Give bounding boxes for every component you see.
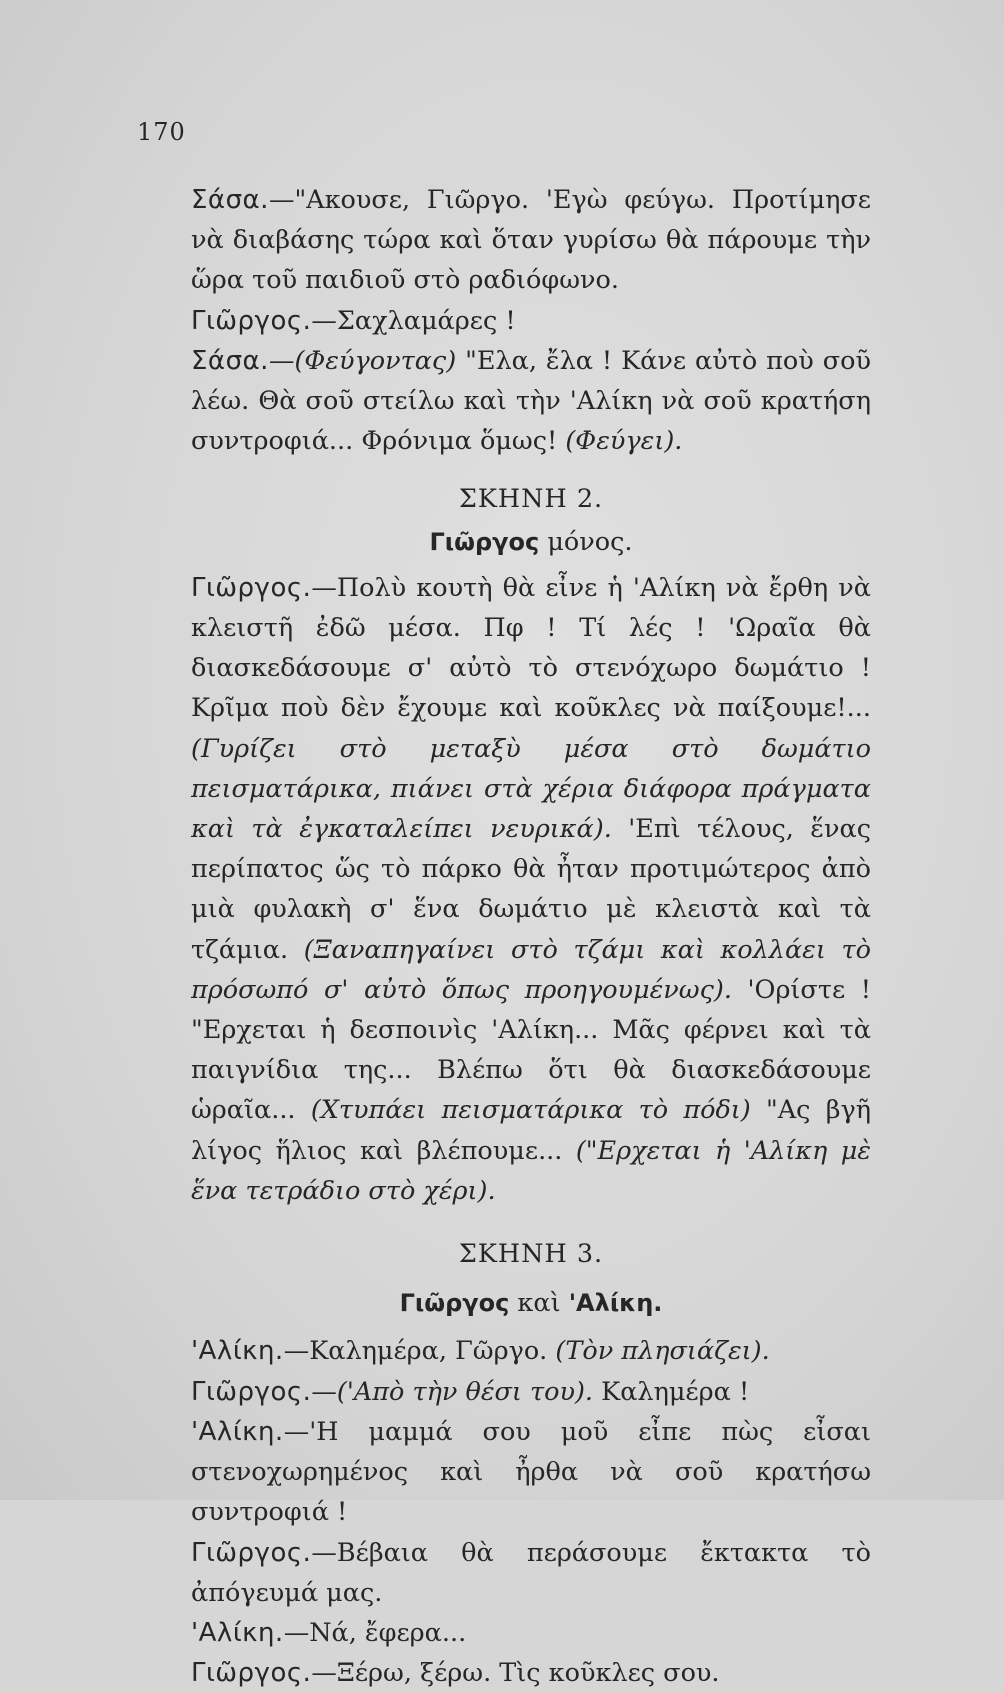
scene-cast <box>191 1283 871 1323</box>
speaker-name: 'Αλίκη. <box>191 1416 284 1447</box>
dash: — <box>311 1376 337 1407</box>
speaker-name: Γιῶργος. <box>191 1376 312 1407</box>
dialogue-line <box>191 1533 871 1613</box>
line-text: —Καλημέρα, Γῶργο. <box>283 1336 556 1367</box>
stage-direction: (Χτυπάει πεισματάρικα τὸ πόδι) <box>310 1095 751 1126</box>
dialogue-line <box>191 1372 871 1412</box>
line-text: —Σαχλαμάρες ! <box>311 305 516 336</box>
cast-mid: καὶ <box>509 1288 569 1319</box>
dialogue-line <box>191 301 871 341</box>
dialogue-line <box>191 1331 871 1371</box>
stage-direction: ('Απὸ τὴν θέσι του). <box>336 1376 594 1407</box>
stage-direction: (Ξαναπηγαίνει στὸ τζάμι καὶ κολλάει τὸ πρόσωπό σ' αὐτὸ ὅπως προηγουμένως). <box>191 934 872 1005</box>
page-text <box>191 180 871 1693</box>
scene-heading: ΣΚΗΝΗ 2. <box>458 484 604 515</box>
line-text: —Πολὺ κουτὴ θὰ εἶνε ἡ 'Αλίκη νὰ ἔρθη νὰ κλειστῆ ἐδῶ μέσα. Πφ ! Τί λές ! 'Ωραῖα θὰ διασκεδάσουμε σ' αὐτὸ τὸ στενόχωρο δωμάτιο ! Κρῖμα ποὺ δὲν ἔχουμε καὶ κοῦκλες νὰ παίξουμε!... <box>191 572 871 724</box>
cast-name: 'Αλίκη. <box>568 1289 663 1318</box>
speaker-name: 'Αλίκη. <box>191 1617 284 1648</box>
speaker-name: 'Αλίκη. <box>191 1336 284 1367</box>
dialogue-line <box>191 341 871 462</box>
line-text: "Ελα, ἔλα ! Κάνε αὐτὸ ποὺ σοῦ λέω. Θὰ σοῦ στείλω καὶ τὴν 'Αλίκη νὰ σοῦ κρατήση συντροφιά... Φρόνιμα ὅμως! <box>191 345 871 457</box>
line-text: —"Ακουσε, Γιῶργο. 'Εγὼ φεύγω. Προτίμησε νὰ διαβάσης τώρα καὶ ὅταν γυρίσω θὰ πάρουμε τὴν ὥρα τοῦ παιδιοῦ στὸ ραδιόφωνο. <box>191 185 871 296</box>
stage-direction: (Γυρίζει στὸ μεταξὺ μέσα στὸ δωμάτιο πεισματάρικα, πιάνει στὰ χέρια διάφορα πράγματα καὶ τὰ ἐγκαταλείπει νευρικά). <box>191 733 871 845</box>
cast-name: Γιῶργος <box>429 527 540 556</box>
line-text: —Νά, ἔφερα... <box>283 1617 467 1648</box>
line-text: —'Η μαμμά σου μοῦ εἶπε πὼς εἶσαι στενοχωρημένος καὶ ἦρθα νὰ σοῦ κρατήσω συντροφιά ! <box>191 1416 871 1528</box>
speaker-name: Γιῶργος. <box>191 1658 312 1689</box>
line-text: 'Επὶ τέλους, ἕνας περίπατος ὥς τὸ πάρκο θὰ ἦταν προτιμώτερος ἀπὸ μιὰ φυλακὴ σ' ἕνα δωμάτιο μὲ κλειστὰ καὶ τὰ τζάμια. <box>191 814 871 965</box>
speaker-name: Γιῶργος. <box>191 572 312 603</box>
speaker-name: Σάσα. <box>191 185 269 215</box>
dialogue-line <box>191 568 871 1211</box>
line-text: —Βέβαια θὰ περάσουμε ἔκτακτα τὸ ἀπόγευμά μας. <box>191 1537 871 1608</box>
speaker-name: Σάσα. <box>191 345 269 376</box>
scene-heading: ΣΚΗΝΗ 3. <box>458 1239 604 1270</box>
page-number: 170 <box>137 118 186 146</box>
speaker-name: Γιῶργος. <box>191 305 312 336</box>
speaker-name: Γιῶργος. <box>191 1537 312 1568</box>
dialogue-line <box>191 180 871 301</box>
dialogue-line <box>191 1613 871 1653</box>
line-text: 'Ορίστε ! "Ερχεται ἡ δεσποινὶς 'Αλίκη... Μᾶς φέρνει καὶ τὰ παιγνίδια της... Βλέπω ὅτι θὰ διασκεδάσουμε ὡραῖα... <box>191 974 871 1126</box>
line-text: "Ας βγῆ λίγος ἥλιος καὶ βλέπουμε... <box>191 1095 871 1166</box>
dialogue-line <box>191 1412 871 1533</box>
stage-direction: (Φεύγοντας) <box>294 345 457 376</box>
stage-direction: (Φεύγει). <box>565 426 683 457</box>
dialogue-line <box>191 1653 871 1693</box>
dash: — <box>268 345 295 376</box>
line-text: —Ξέρω, ξέρω. Τὶς κοῦκλες σου. <box>311 1658 720 1689</box>
stage-direction: (Τὸν πλησιάζει). <box>555 1336 770 1367</box>
stage-direction: ("Ερχεται ἡ 'Αλίκη μὲ ἕνα τετράδιο στὸ χέρι). <box>191 1135 871 1206</box>
cast-rest: μόνος. <box>539 526 633 557</box>
scene-cast <box>191 522 871 562</box>
line-text: Καλημέρα ! <box>593 1376 750 1407</box>
cast-name: Γιῶργος <box>399 1289 510 1318</box>
